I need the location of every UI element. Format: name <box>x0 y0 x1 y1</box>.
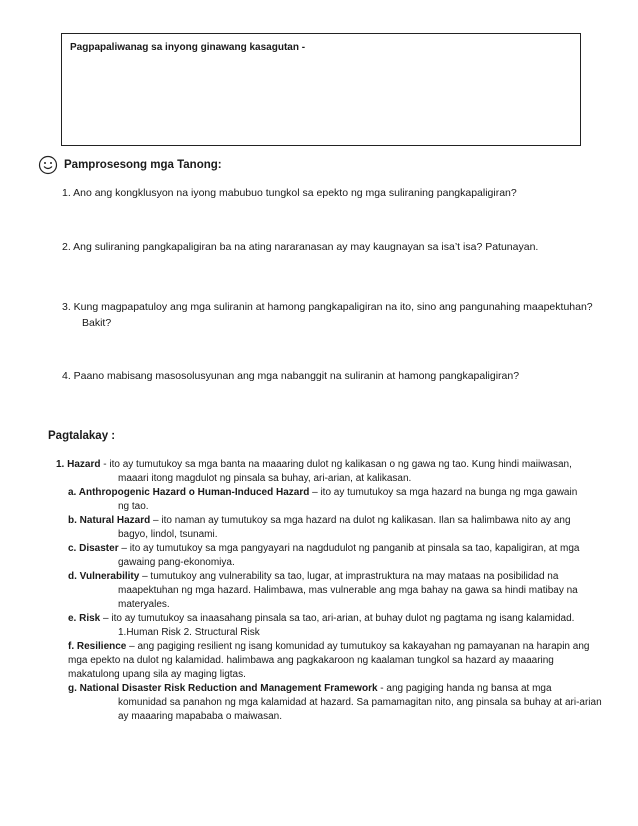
question-4 <box>62 368 602 384</box>
term: c. Disaster <box>68 543 119 554</box>
definition: – ito ay tumutukoy sa mga pangyayari na nagdudulot ng panganib at pinsala sa tao, kapaligiran, at mga <box>118 543 580 554</box>
definition-continuation: 1.Human Risk 2. Structural Risk <box>118 627 260 638</box>
hazard-definition <box>56 458 608 486</box>
definition-item-a <box>56 486 608 514</box>
term: e. Risk <box>68 613 101 624</box>
answer-box[interactable] <box>61 33 581 146</box>
definition-item-d <box>56 570 608 612</box>
definition-continuation: ng tao. <box>118 501 149 512</box>
definition-continuation: gawaing pang-ekonomiya. <box>118 557 235 568</box>
discussion-body <box>56 458 608 724</box>
hazard-term: 1. Hazard <box>56 459 101 470</box>
question-text: 1. Ano ang kongklusyon na iyong mabubuo tungkol sa epekto ng mga suliraning pangkapaligiran? <box>62 187 517 199</box>
definition: – tumutukoy ang vulnerability sa tao, lugar, at imprastruktura na may mataas na posibilidad na <box>139 571 559 582</box>
definition-item-c <box>56 542 608 570</box>
definition: – ito ay tumutukoy sa inaasahang pinsala sa tao, ari-arian, at buhay dulot ng pagtama ng isang kalamidad. <box>100 613 575 624</box>
definition-continuation: bagyo, lindol, tsunami. <box>118 529 218 540</box>
question-2 <box>62 239 602 255</box>
definition: – ito naman ay tumutukoy sa mga hazard na dulot ng kalikasan. Ilan sa halimbawa nito ay ang <box>150 515 571 526</box>
definition: - ang pagiging handa ng bansa at mga <box>377 683 552 694</box>
question-continuation: Bakit? <box>82 317 112 329</box>
answer-box-label: Pagpapaliwanag sa inyong ginawang kasagutan - <box>70 42 306 53</box>
section-heading <box>38 155 222 175</box>
definition-continuation: komunidad sa panahon ng mga kalamidad at hazard. Sa pamamagitan nito, ang pinsala sa buhay at ari-arian ay maaaring mapababa o maiwasan. <box>118 697 602 722</box>
term: a. Anthropogenic Hazard o Human-Induced Hazard <box>68 487 310 498</box>
term: g. National Disaster Risk Reduction and Management Framework <box>68 683 378 694</box>
definition-item-g <box>56 682 608 724</box>
question-text: 4. Paano mabisang masosolusyunan ang mga nabanggit na suliranin at hamong pangkapaligiran? <box>62 370 520 382</box>
definition-item-b <box>56 514 608 542</box>
question-text: 3. Kung magpapatuloy ang mga suliranin at hamong pangkapaligiran na ito, sino ang pangunahing maapektuhan? <box>62 301 593 313</box>
term: b. Natural Hazard <box>68 515 151 526</box>
definition-continuation: maapektuhan ng mga hazard. Halimbawa, mas vulnerable ang mga bahay na gawa sa hindi matibay na materyales. <box>118 585 578 610</box>
section-title: Pamprosesong mga Tanong: <box>64 159 222 171</box>
question-text: 2. Ang suliraning pangkapaligiran ba na ating nararanasan ay may kaugnayan sa isa’t isa? Patunayan. <box>62 241 539 253</box>
smiley-icon <box>38 155 58 175</box>
term: f. Resilience <box>68 641 127 652</box>
hazard-text: - ito ay tumutukoy sa mga banta na maaaring dulot ng kalikasan o ng gawa ng tao. Kung hindi maiiwasan, <box>100 459 572 470</box>
definition-item-f <box>56 640 608 682</box>
term: d. Vulnerability <box>68 571 140 582</box>
question-1 <box>62 185 602 201</box>
discussion-heading: Pagtalakay : <box>48 430 116 442</box>
question-3 <box>62 299 602 331</box>
hazard-continuation: maaari itong magdulot ng pinsala sa buhay, ari-arian, at kalikasan. <box>118 473 412 484</box>
definition: – ang pagiging resilient ng isang komunidad ay tumutukoy sa kakayahan ng pamayanan na harapin ang <box>126 641 590 652</box>
definition: – ito ay tumutukoy sa mga hazard na bunga ng mga gawain <box>309 487 578 498</box>
definition-item-e <box>56 612 608 640</box>
definition-continuation: mga epekto na dulot ng kalamidad. halimbawa ang pagkakaroon ng kaalaman tungkol sa hazard ay maaaring makatulong upang sila ay maging ligtas. <box>68 655 554 680</box>
